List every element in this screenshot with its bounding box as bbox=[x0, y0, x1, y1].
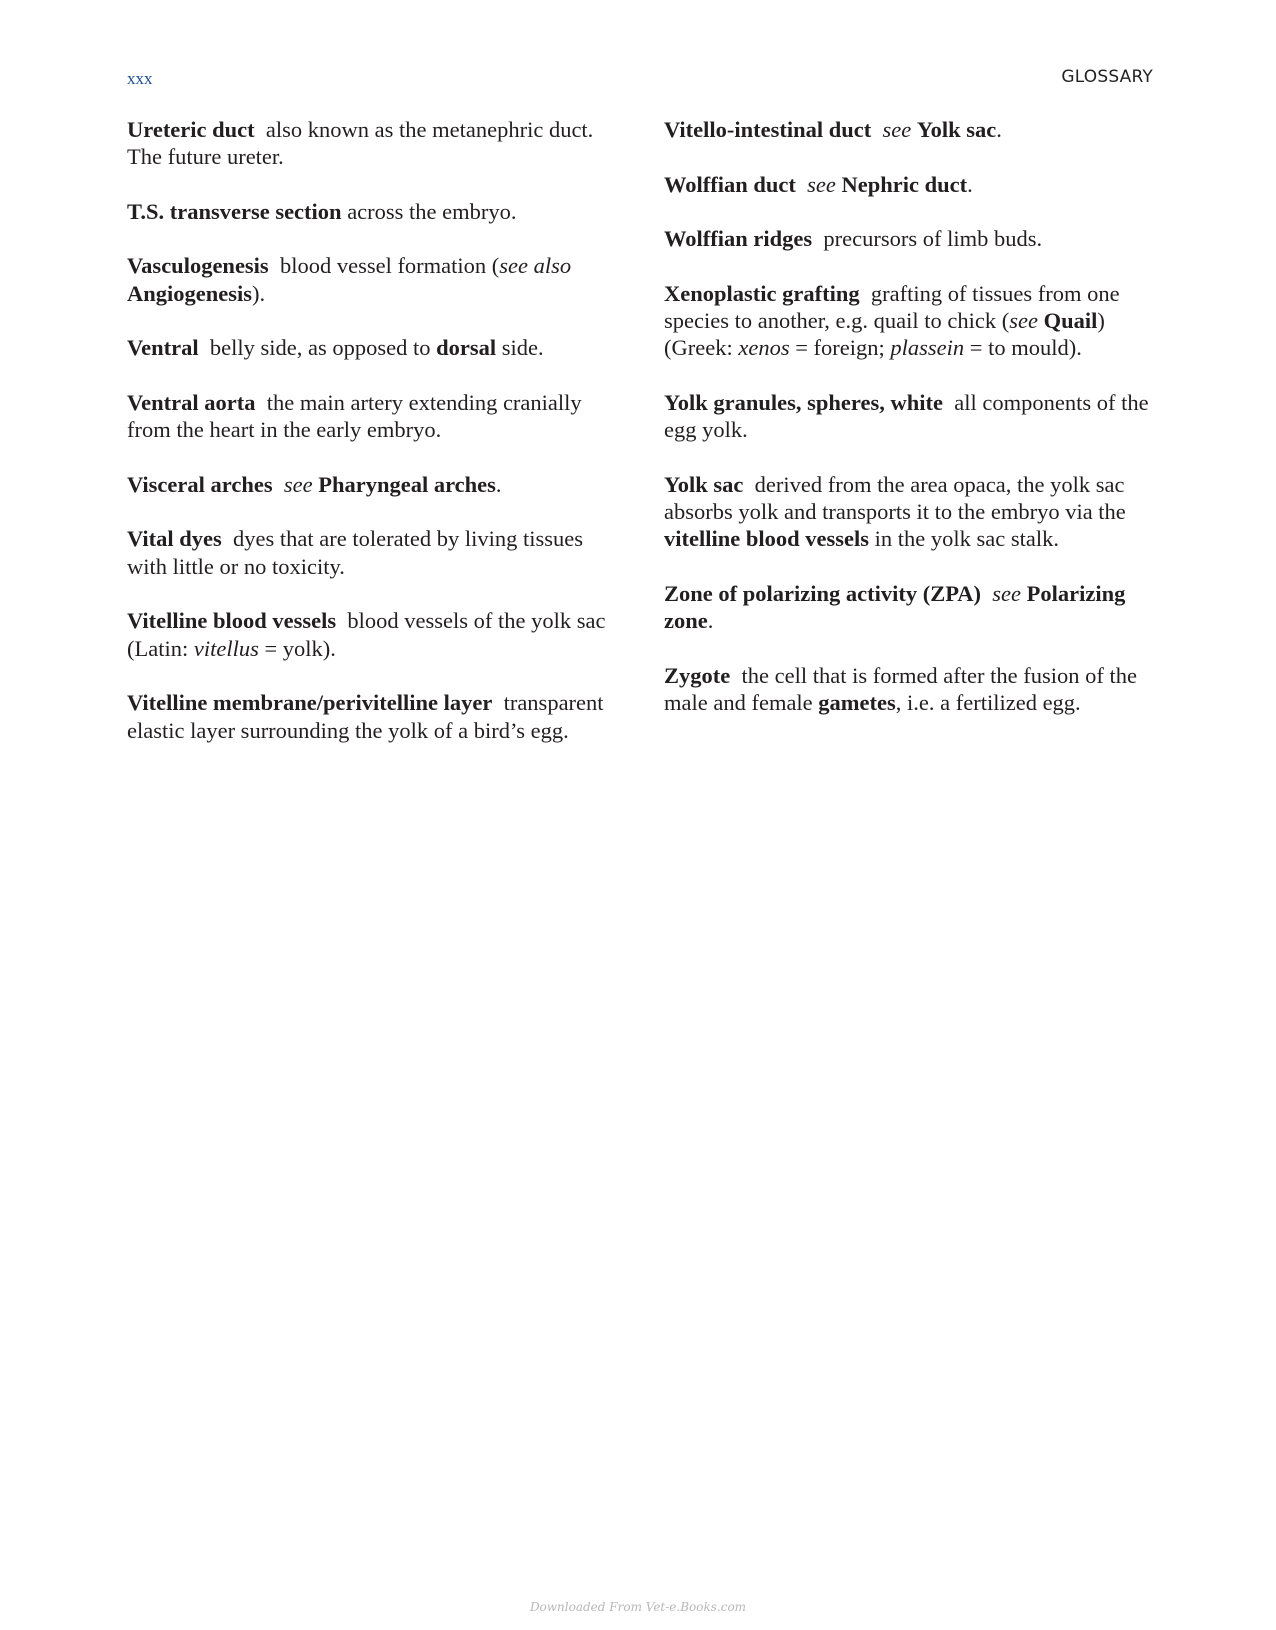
entry-definition: blood vessel formation ( bbox=[279, 253, 500, 279]
see-label: see bbox=[992, 581, 1022, 607]
emphasized-word: gametes bbox=[818, 690, 896, 716]
entry-definition-mid: = foreign; bbox=[795, 335, 885, 361]
entry-term: Vitelline membrane/perivitelline layer bbox=[127, 690, 493, 716]
entry-term: Vasculogenesis bbox=[127, 253, 269, 279]
entry-term: Ventral bbox=[127, 335, 199, 361]
entry-term: Xenoplastic grafting bbox=[664, 280, 860, 306]
entry-definition: belly side, as opposed to bbox=[209, 335, 431, 361]
cross-reference: Quail bbox=[1043, 308, 1098, 334]
glossary-entry bbox=[664, 389, 1156, 444]
entry-term: Wolffian ridges bbox=[664, 226, 813, 252]
glossary-entry bbox=[127, 334, 617, 361]
see-also-label: see also bbox=[499, 253, 572, 279]
entry-definition-end: ). bbox=[252, 280, 266, 306]
glossary-entry bbox=[127, 471, 617, 498]
left-column bbox=[127, 116, 617, 771]
page-number: xxx bbox=[127, 69, 153, 88]
entry-term: Zygote bbox=[664, 662, 731, 688]
entry-definition: also known as the metanephric duct. The future ureter. bbox=[127, 117, 594, 170]
entry-term: Vitelline blood vessels bbox=[127, 608, 337, 634]
see-label: see bbox=[807, 171, 836, 197]
entry-definition-end: , i.e. a fertilized egg. bbox=[895, 690, 1081, 716]
entry-definition: all components of the egg yolk. bbox=[664, 389, 1149, 443]
glossary-entry bbox=[664, 280, 1156, 362]
entry-definition-end: in the yolk sac stalk. bbox=[874, 526, 1059, 552]
cross-reference: Angiogenesis bbox=[127, 280, 253, 306]
entry-definition: dyes that are tolerated by living tissues with little or no toxicity. bbox=[127, 526, 583, 579]
entry-definition: across the embryo. bbox=[347, 198, 517, 224]
entry-definition-mid: ) (Greek: bbox=[664, 308, 1105, 361]
entry-term: Wolffian duct bbox=[664, 171, 796, 197]
entry-definition: derived from the area opaca, the yolk sac absorbs yolk and transports it to the embryo via the bbox=[664, 471, 1126, 525]
glossary-entry bbox=[664, 580, 1156, 635]
entry-end: . bbox=[707, 608, 714, 634]
running-head: GLOSSARY bbox=[1061, 67, 1153, 87]
entry-definition-end: = yolk). bbox=[264, 635, 336, 661]
entry-definition-end: = to mould). bbox=[969, 335, 1082, 361]
see-label: see bbox=[1009, 308, 1038, 334]
see-label: see bbox=[283, 471, 313, 497]
greek-word: plassein bbox=[890, 335, 965, 361]
entry-definition: transparent elastic layer surrounding the yolk of a bird’s egg. bbox=[127, 690, 604, 743]
glossary-entry bbox=[127, 689, 617, 744]
entry-definition-end: side. bbox=[501, 335, 544, 361]
entry-term: Yolk sac bbox=[664, 471, 744, 497]
emphasized-phrase: vitelline blood vessels bbox=[664, 526, 870, 552]
entry-definition: blood vessels of the yolk sac (Latin: bbox=[127, 608, 606, 661]
entry-term: T.S. transverse section bbox=[127, 198, 342, 224]
entry-definition: the cell that is formed after the fusion of the male and female bbox=[664, 662, 1137, 716]
glossary-entry bbox=[664, 225, 1156, 252]
entry-definition: the main artery extending cranially from the heart in the early embryo. bbox=[127, 389, 582, 443]
entry-end: . bbox=[495, 471, 502, 497]
entry-term: Visceral arches bbox=[127, 471, 273, 497]
entry-end: . bbox=[996, 117, 1002, 142]
glossary-entry bbox=[664, 662, 1156, 717]
entry-term: Vital dyes bbox=[127, 526, 222, 552]
glossary-entry bbox=[127, 252, 617, 307]
cross-reference: Pharyngeal arches bbox=[318, 471, 496, 497]
glossary-entry bbox=[664, 171, 1156, 198]
entry-definition: grafting of tissues from one species to another, e.g. quail to chick ( bbox=[664, 280, 1120, 334]
entry-term: Yolk granules, spheres, white bbox=[664, 389, 943, 415]
entry-end: . bbox=[967, 171, 973, 197]
glossary-entry bbox=[127, 389, 617, 444]
entry-definition: precursors of limb buds. bbox=[823, 226, 1043, 252]
see-label: see bbox=[882, 117, 912, 142]
latin-word: vitellus bbox=[193, 635, 259, 661]
cross-reference: Nephric duct bbox=[841, 171, 968, 197]
glossary-entry bbox=[664, 471, 1156, 553]
entry-term: Vitello-intestinal duct bbox=[664, 117, 872, 142]
entry-term: Ventral aorta bbox=[127, 389, 256, 415]
emphasized-word: dorsal bbox=[436, 335, 497, 361]
greek-word: xenos bbox=[738, 335, 790, 361]
glossary-entry bbox=[127, 198, 617, 225]
cross-reference: Polarizing zone bbox=[664, 581, 1126, 634]
entry-term: Zone of polarizing activity (ZPA) bbox=[664, 581, 982, 607]
download-watermark: Downloaded From Vet-e.Books.com bbox=[529, 1600, 747, 1614]
right-column bbox=[664, 116, 1156, 744]
glossary-entry bbox=[127, 607, 617, 662]
entry-term: Ureteric duct bbox=[127, 117, 255, 142]
glossary-entry bbox=[664, 116, 1156, 143]
glossary-entry bbox=[127, 525, 617, 580]
glossary-entry bbox=[127, 116, 617, 171]
cross-reference: Yolk sac bbox=[916, 117, 997, 142]
